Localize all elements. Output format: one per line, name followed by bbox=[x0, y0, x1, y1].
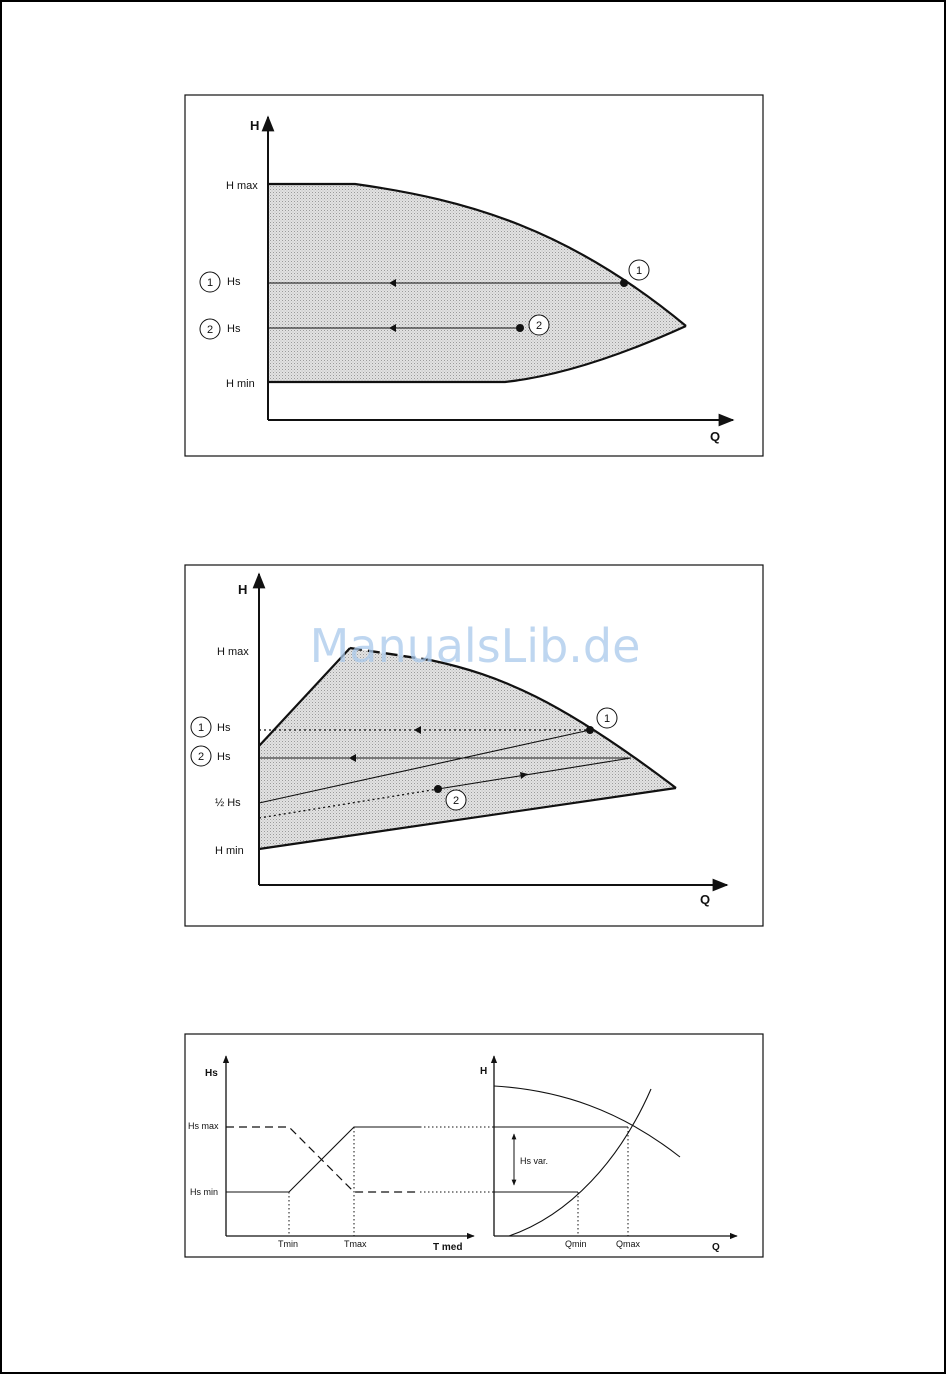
figure-2-hs2-number: 2 bbox=[197, 751, 205, 763]
figure-3-tmin-label: Tmin bbox=[278, 1239, 298, 1249]
figure-2-hs2-label: Hs bbox=[217, 751, 231, 763]
figure-3-qmax-label: Qmax bbox=[616, 1239, 641, 1249]
figure-2-half-hs-label: ½ Hs bbox=[215, 797, 241, 809]
figure-1-marker-2: 2 bbox=[535, 320, 543, 332]
figure-1-hs2-number: 2 bbox=[206, 324, 214, 336]
figure-1-hs2-label: Hs bbox=[227, 323, 241, 335]
figure-1-y-axis-label: H bbox=[250, 118, 260, 133]
figure-3-hs-min-label: Hs min bbox=[190, 1187, 219, 1197]
figure-2-marker-1: 1 bbox=[603, 713, 611, 725]
figure-1-point-1 bbox=[620, 279, 628, 287]
figure-3-qmin-label: Qmin bbox=[565, 1239, 587, 1249]
figure-1-proportional-pressure bbox=[185, 95, 763, 456]
watermark: ManualsLib.de bbox=[309, 619, 641, 673]
figure-3-right-y-axis-label: H bbox=[480, 1066, 488, 1077]
figure-3-left-x-axis-label: T med bbox=[433, 1242, 463, 1253]
figure-2-point-2 bbox=[434, 785, 442, 793]
figure-1-hs1-number: 1 bbox=[206, 277, 214, 289]
figure-1-point-2 bbox=[516, 324, 524, 332]
figure-3-hs-var-label: Hs var. bbox=[520, 1156, 549, 1166]
figure-2-y-axis-label: H bbox=[238, 582, 248, 597]
figure-1-hmin-label: H min bbox=[226, 378, 255, 390]
figure-3-autoadapt bbox=[185, 1034, 763, 1257]
figure-1-x-axis-label: Q bbox=[710, 429, 721, 444]
figure-2-hs1-label: Hs bbox=[217, 722, 231, 734]
figure-2-marker-2: 2 bbox=[452, 795, 460, 807]
figure-3-hs-max-label: Hs max bbox=[188, 1121, 219, 1131]
figure-2-point-1 bbox=[586, 726, 594, 734]
figure-2-hmax-label: H max bbox=[217, 646, 249, 658]
figure-3-left-y-axis-label: Hs bbox=[205, 1068, 218, 1079]
figure-3-right-x-axis-label: Q bbox=[712, 1242, 720, 1253]
figure-3-frame bbox=[185, 1034, 763, 1257]
figure-2-hmin-label: H min bbox=[215, 845, 244, 857]
figure-1-hmax-label: H max bbox=[226, 180, 258, 192]
figure-2-x-axis-label: Q bbox=[700, 892, 711, 907]
figure-2-hs1-number: 1 bbox=[197, 722, 205, 734]
figure-3-tmax-label: Tmax bbox=[344, 1239, 367, 1249]
figure-1-hs1-label: Hs bbox=[227, 276, 241, 288]
figure-1-marker-1: 1 bbox=[635, 265, 643, 277]
